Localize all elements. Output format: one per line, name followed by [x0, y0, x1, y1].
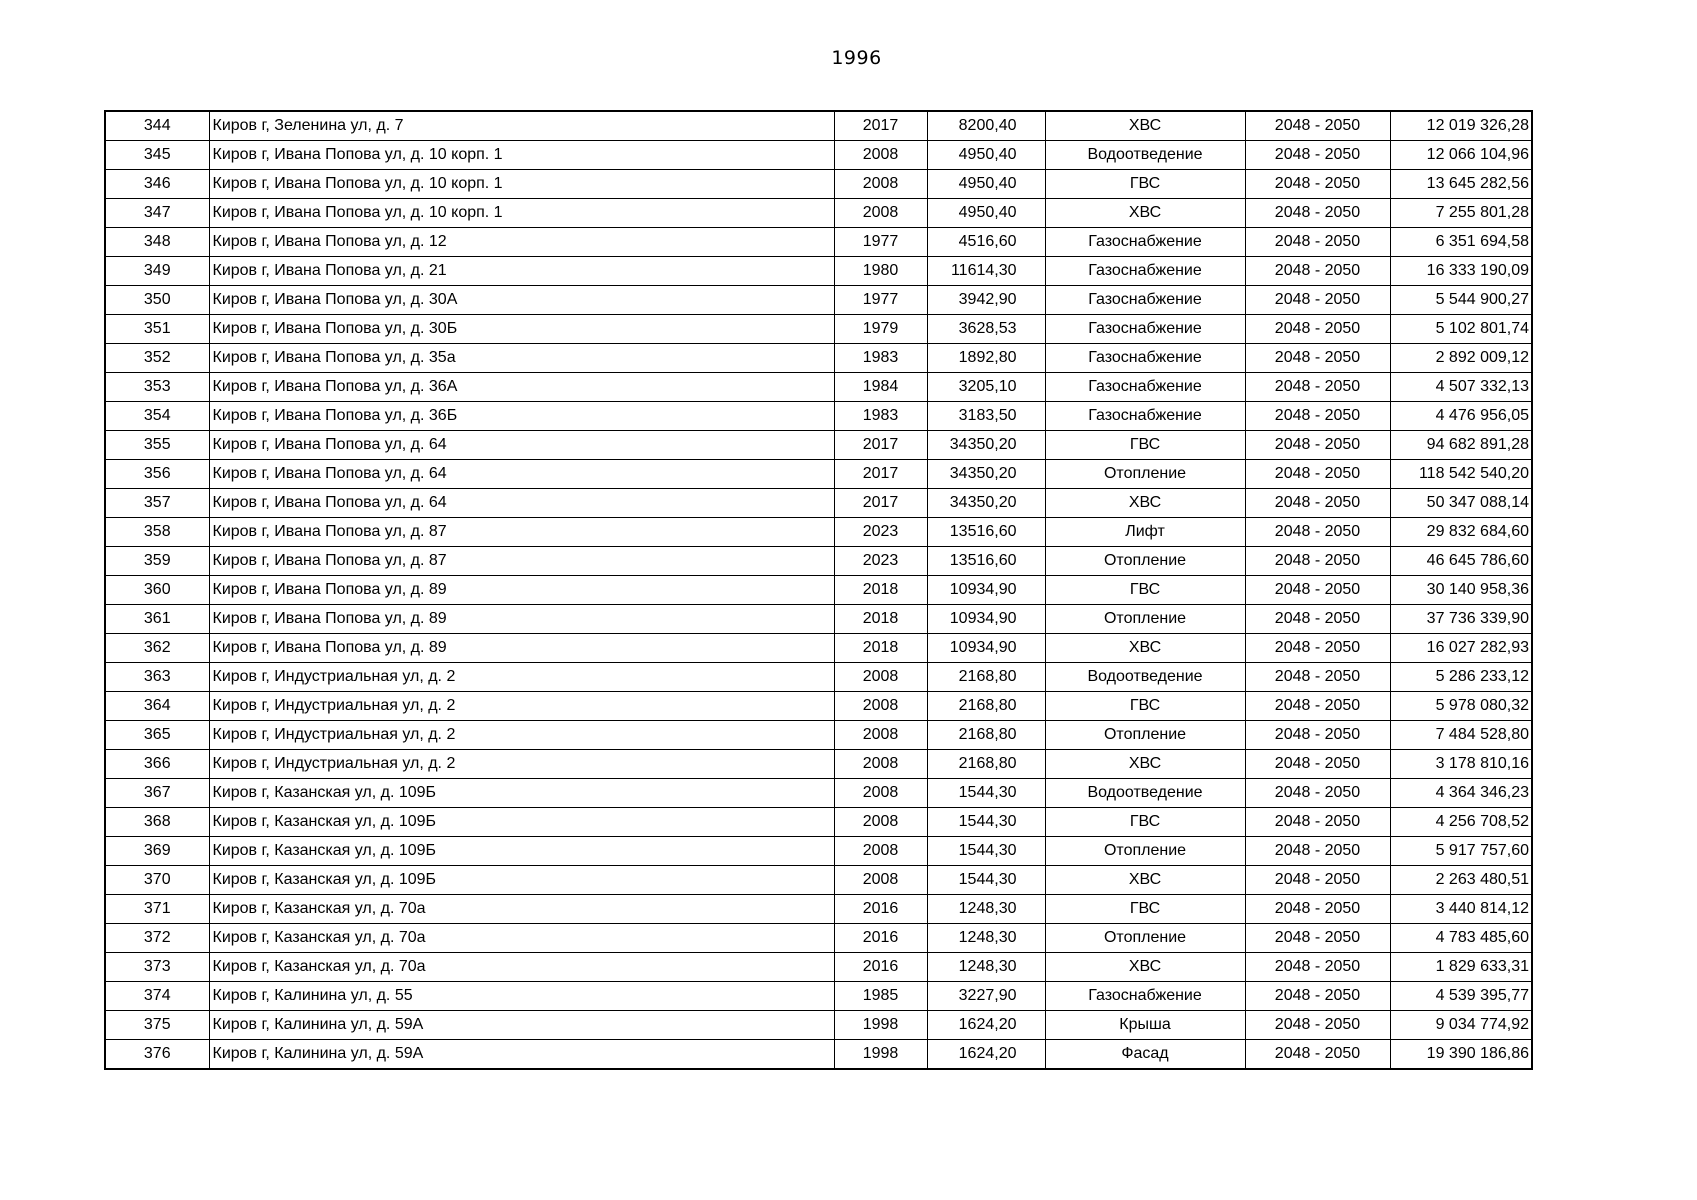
- row-number-cell: 344: [105, 111, 209, 141]
- period-cell: 2048 - 2050: [1245, 808, 1390, 837]
- address-cell: Киров г, Ивана Попова ул, д. 21: [209, 257, 834, 286]
- cost-cell: 30 140 958,36: [1390, 576, 1532, 605]
- cost-cell: 4 256 708,52: [1390, 808, 1532, 837]
- work-type-cell: ХВС: [1045, 866, 1245, 895]
- cost-cell: 12 019 326,28: [1390, 111, 1532, 141]
- year-cell: 2008: [834, 866, 927, 895]
- cost-cell: 4 783 485,60: [1390, 924, 1532, 953]
- work-type-cell: Газоснабжение: [1045, 286, 1245, 315]
- period-cell: 2048 - 2050: [1245, 431, 1390, 460]
- address-cell: Киров г, Ивана Попова ул, д. 87: [209, 518, 834, 547]
- page-number: 1996: [831, 47, 882, 69]
- period-cell: 2048 - 2050: [1245, 750, 1390, 779]
- area-cell: 1248,30: [927, 924, 1045, 953]
- address-cell: Киров г, Ивана Попова ул, д. 10 корп. 1: [209, 199, 834, 228]
- area-cell: 1624,20: [927, 1040, 1045, 1070]
- period-cell: 2048 - 2050: [1245, 837, 1390, 866]
- area-cell: 34350,20: [927, 489, 1045, 518]
- row-number-cell: 369: [105, 837, 209, 866]
- cost-cell: 4 507 332,13: [1390, 373, 1532, 402]
- work-type-cell: ХВС: [1045, 750, 1245, 779]
- table-row: [105, 982, 1532, 1011]
- row-number-cell: 365: [105, 721, 209, 750]
- period-cell: 2048 - 2050: [1245, 982, 1390, 1011]
- area-cell: 2168,80: [927, 721, 1045, 750]
- year-cell: 2017: [834, 431, 927, 460]
- table-row: [105, 431, 1532, 460]
- work-type-cell: Фасад: [1045, 1040, 1245, 1070]
- row-number-cell: 348: [105, 228, 209, 257]
- area-cell: 1248,30: [927, 953, 1045, 982]
- work-type-cell: ХВС: [1045, 489, 1245, 518]
- address-cell: Киров г, Казанская ул, д. 70а: [209, 924, 834, 953]
- work-type-cell: Лифт: [1045, 518, 1245, 547]
- table-row: [105, 518, 1532, 547]
- table-row: [105, 692, 1532, 721]
- cost-cell: 5 917 757,60: [1390, 837, 1532, 866]
- table-row: [105, 141, 1532, 170]
- period-cell: 2048 - 2050: [1245, 170, 1390, 199]
- year-cell: 2018: [834, 576, 927, 605]
- period-cell: 2048 - 2050: [1245, 315, 1390, 344]
- work-type-cell: Водоотведение: [1045, 663, 1245, 692]
- area-cell: 1624,20: [927, 1011, 1045, 1040]
- area-cell: 1544,30: [927, 808, 1045, 837]
- period-cell: 2048 - 2050: [1245, 663, 1390, 692]
- table-row: [105, 199, 1532, 228]
- work-type-cell: Газоснабжение: [1045, 402, 1245, 431]
- area-cell: 13516,60: [927, 547, 1045, 576]
- cost-cell: 7 255 801,28: [1390, 199, 1532, 228]
- address-cell: Киров г, Индустриальная ул, д. 2: [209, 750, 834, 779]
- table-row: [105, 489, 1532, 518]
- area-cell: 4950,40: [927, 141, 1045, 170]
- year-cell: 2008: [834, 663, 927, 692]
- cost-cell: 5 286 233,12: [1390, 663, 1532, 692]
- cost-cell: 13 645 282,56: [1390, 170, 1532, 199]
- row-number-cell: 368: [105, 808, 209, 837]
- work-type-cell: ГВС: [1045, 576, 1245, 605]
- area-cell: 1248,30: [927, 895, 1045, 924]
- area-cell: 4950,40: [927, 199, 1045, 228]
- address-cell: Киров г, Индустриальная ул, д. 2: [209, 692, 834, 721]
- address-cell: Киров г, Ивана Попова ул, д. 64: [209, 431, 834, 460]
- area-cell: 3183,50: [927, 402, 1045, 431]
- area-cell: 1544,30: [927, 866, 1045, 895]
- year-cell: 2008: [834, 750, 927, 779]
- work-type-cell: ХВС: [1045, 953, 1245, 982]
- period-cell: 2048 - 2050: [1245, 199, 1390, 228]
- period-cell: 2048 - 2050: [1245, 576, 1390, 605]
- period-cell: 2048 - 2050: [1245, 924, 1390, 953]
- table-row: [105, 779, 1532, 808]
- row-number-cell: 373: [105, 953, 209, 982]
- address-cell: Киров г, Ивана Попова ул, д. 35а: [209, 344, 834, 373]
- row-number-cell: 356: [105, 460, 209, 489]
- address-cell: Киров г, Казанская ул, д. 70а: [209, 895, 834, 924]
- year-cell: 2008: [834, 721, 927, 750]
- area-cell: 3942,90: [927, 286, 1045, 315]
- period-cell: 2048 - 2050: [1245, 402, 1390, 431]
- table-row: [105, 286, 1532, 315]
- table-row: [105, 605, 1532, 634]
- work-type-cell: Отопление: [1045, 547, 1245, 576]
- row-number-cell: 363: [105, 663, 209, 692]
- row-number-cell: 350: [105, 286, 209, 315]
- table-row: [105, 373, 1532, 402]
- area-cell: 10934,90: [927, 605, 1045, 634]
- address-cell: Киров г, Калинина ул, д. 55: [209, 982, 834, 1011]
- row-number-cell: 349: [105, 257, 209, 286]
- cost-cell: 5 978 080,32: [1390, 692, 1532, 721]
- year-cell: 2023: [834, 547, 927, 576]
- address-cell: Киров г, Казанская ул, д. 70а: [209, 953, 834, 982]
- year-cell: 1984: [834, 373, 927, 402]
- row-number-cell: 345: [105, 141, 209, 170]
- row-number-cell: 358: [105, 518, 209, 547]
- table-row: [105, 460, 1532, 489]
- cost-cell: 9 034 774,92: [1390, 1011, 1532, 1040]
- year-cell: 1979: [834, 315, 927, 344]
- address-cell: Киров г, Ивана Попова ул, д. 64: [209, 460, 834, 489]
- year-cell: 2017: [834, 460, 927, 489]
- row-number-cell: 366: [105, 750, 209, 779]
- area-cell: 11614,30: [927, 257, 1045, 286]
- period-cell: 2048 - 2050: [1245, 779, 1390, 808]
- table-row: [105, 895, 1532, 924]
- address-cell: Киров г, Ивана Попова ул, д. 87: [209, 547, 834, 576]
- row-number-cell: 359: [105, 547, 209, 576]
- row-number-cell: 375: [105, 1011, 209, 1040]
- period-cell: 2048 - 2050: [1245, 373, 1390, 402]
- row-number-cell: 371: [105, 895, 209, 924]
- address-cell: Киров г, Калинина ул, д. 59А: [209, 1040, 834, 1070]
- period-cell: 2048 - 2050: [1245, 1011, 1390, 1040]
- table-row: [105, 547, 1532, 576]
- row-number-cell: 354: [105, 402, 209, 431]
- area-cell: 13516,60: [927, 518, 1045, 547]
- row-number-cell: 374: [105, 982, 209, 1011]
- work-type-cell: Отопление: [1045, 605, 1245, 634]
- area-cell: 8200,40: [927, 111, 1045, 141]
- year-cell: 2017: [834, 489, 927, 518]
- row-number-cell: 364: [105, 692, 209, 721]
- year-cell: 2018: [834, 605, 927, 634]
- table-row: [105, 663, 1532, 692]
- row-number-cell: 346: [105, 170, 209, 199]
- cost-cell: 3 440 814,12: [1390, 895, 1532, 924]
- repair-schedule-table: [104, 110, 1533, 1070]
- address-cell: Киров г, Ивана Попова ул, д. 30Б: [209, 315, 834, 344]
- cost-cell: 3 178 810,16: [1390, 750, 1532, 779]
- table-row: [105, 315, 1532, 344]
- cost-cell: 7 484 528,80: [1390, 721, 1532, 750]
- work-type-cell: Отопление: [1045, 721, 1245, 750]
- address-cell: Киров г, Казанская ул, д. 109Б: [209, 779, 834, 808]
- table-row: [105, 228, 1532, 257]
- year-cell: 2008: [834, 837, 927, 866]
- address-cell: Киров г, Ивана Попова ул, д. 10 корп. 1: [209, 170, 834, 199]
- address-cell: Киров г, Казанская ул, д. 109Б: [209, 866, 834, 895]
- table-row: [105, 1011, 1532, 1040]
- address-cell: Киров г, Ивана Попова ул, д. 36Б: [209, 402, 834, 431]
- period-cell: 2048 - 2050: [1245, 895, 1390, 924]
- address-cell: Киров г, Индустриальная ул, д. 2: [209, 663, 834, 692]
- year-cell: 2016: [834, 953, 927, 982]
- cost-cell: 4 539 395,77: [1390, 982, 1532, 1011]
- table-row: [105, 750, 1532, 779]
- area-cell: 4950,40: [927, 170, 1045, 199]
- area-cell: 1544,30: [927, 779, 1045, 808]
- year-cell: 1977: [834, 228, 927, 257]
- area-cell: 4516,60: [927, 228, 1045, 257]
- table-row: [105, 808, 1532, 837]
- work-type-cell: ГВС: [1045, 431, 1245, 460]
- row-number-cell: 370: [105, 866, 209, 895]
- table-row: [105, 1040, 1532, 1070]
- year-cell: 2008: [834, 692, 927, 721]
- area-cell: 3205,10: [927, 373, 1045, 402]
- address-cell: Киров г, Казанская ул, д. 109Б: [209, 808, 834, 837]
- address-cell: Киров г, Ивана Попова ул, д. 89: [209, 605, 834, 634]
- address-cell: Киров г, Ивана Попова ул, д. 30А: [209, 286, 834, 315]
- year-cell: 2023: [834, 518, 927, 547]
- table-row: [105, 257, 1532, 286]
- address-cell: Киров г, Ивана Попова ул, д. 36А: [209, 373, 834, 402]
- year-cell: 2008: [834, 141, 927, 170]
- row-number-cell: 362: [105, 634, 209, 663]
- address-cell: Киров г, Ивана Попова ул, д. 64: [209, 489, 834, 518]
- work-type-cell: Газоснабжение: [1045, 257, 1245, 286]
- area-cell: 34350,20: [927, 460, 1045, 489]
- work-type-cell: Крыша: [1045, 1011, 1245, 1040]
- year-cell: 1983: [834, 402, 927, 431]
- year-cell: 1980: [834, 257, 927, 286]
- area-cell: 1892,80: [927, 344, 1045, 373]
- cost-cell: 46 645 786,60: [1390, 547, 1532, 576]
- area-cell: 2168,80: [927, 750, 1045, 779]
- row-number-cell: 352: [105, 344, 209, 373]
- work-type-cell: ХВС: [1045, 111, 1245, 141]
- table-row: [105, 576, 1532, 605]
- work-type-cell: Газоснабжение: [1045, 982, 1245, 1011]
- cost-cell: 5 544 900,27: [1390, 286, 1532, 315]
- row-number-cell: 353: [105, 373, 209, 402]
- cost-cell: 29 832 684,60: [1390, 518, 1532, 547]
- work-type-cell: Отопление: [1045, 460, 1245, 489]
- cost-cell: 118 542 540,20: [1390, 460, 1532, 489]
- year-cell: 2016: [834, 924, 927, 953]
- year-cell: 2008: [834, 199, 927, 228]
- period-cell: 2048 - 2050: [1245, 721, 1390, 750]
- period-cell: 2048 - 2050: [1245, 111, 1390, 141]
- period-cell: 2048 - 2050: [1245, 692, 1390, 721]
- work-type-cell: Газоснабжение: [1045, 344, 1245, 373]
- table-row: [105, 721, 1532, 750]
- table-row: [105, 837, 1532, 866]
- work-type-cell: Газоснабжение: [1045, 228, 1245, 257]
- period-cell: 2048 - 2050: [1245, 141, 1390, 170]
- cost-cell: 37 736 339,90: [1390, 605, 1532, 634]
- cost-cell: 1 829 633,31: [1390, 953, 1532, 982]
- work-type-cell: Газоснабжение: [1045, 373, 1245, 402]
- address-cell: Киров г, Казанская ул, д. 109Б: [209, 837, 834, 866]
- area-cell: 10934,90: [927, 576, 1045, 605]
- table-row: [105, 344, 1532, 373]
- period-cell: 2048 - 2050: [1245, 634, 1390, 663]
- table-row: [105, 170, 1532, 199]
- year-cell: 1985: [834, 982, 927, 1011]
- year-cell: 1998: [834, 1040, 927, 1070]
- cost-cell: 16 027 282,93: [1390, 634, 1532, 663]
- table-row: [105, 402, 1532, 431]
- row-number-cell: 376: [105, 1040, 209, 1070]
- address-cell: Киров г, Ивана Попова ул, д. 89: [209, 634, 834, 663]
- period-cell: 2048 - 2050: [1245, 489, 1390, 518]
- area-cell: 10934,90: [927, 634, 1045, 663]
- row-number-cell: 367: [105, 779, 209, 808]
- cost-cell: 4 476 956,05: [1390, 402, 1532, 431]
- cost-cell: 2 263 480,51: [1390, 866, 1532, 895]
- address-cell: Киров г, Индустриальная ул, д. 2: [209, 721, 834, 750]
- area-cell: 34350,20: [927, 431, 1045, 460]
- period-cell: 2048 - 2050: [1245, 547, 1390, 576]
- address-cell: Киров г, Ивана Попова ул, д. 10 корп. 1: [209, 141, 834, 170]
- area-cell: 2168,80: [927, 663, 1045, 692]
- cost-cell: 2 892 009,12: [1390, 344, 1532, 373]
- row-number-cell: 372: [105, 924, 209, 953]
- work-type-cell: Газоснабжение: [1045, 315, 1245, 344]
- year-cell: 2008: [834, 170, 927, 199]
- row-number-cell: 361: [105, 605, 209, 634]
- year-cell: 2017: [834, 111, 927, 141]
- cost-cell: 4 364 346,23: [1390, 779, 1532, 808]
- year-cell: 2008: [834, 779, 927, 808]
- period-cell: 2048 - 2050: [1245, 286, 1390, 315]
- period-cell: 2048 - 2050: [1245, 257, 1390, 286]
- cost-cell: 50 347 088,14: [1390, 489, 1532, 518]
- area-cell: 3628,53: [927, 315, 1045, 344]
- work-type-cell: Водоотведение: [1045, 779, 1245, 808]
- table-row: [105, 866, 1532, 895]
- period-cell: 2048 - 2050: [1245, 518, 1390, 547]
- cost-cell: 16 333 190,09: [1390, 257, 1532, 286]
- work-type-cell: Отопление: [1045, 924, 1245, 953]
- area-cell: 2168,80: [927, 692, 1045, 721]
- table-row: [105, 111, 1532, 141]
- table-row: [105, 634, 1532, 663]
- work-type-cell: ГВС: [1045, 895, 1245, 924]
- cost-cell: 6 351 694,58: [1390, 228, 1532, 257]
- year-cell: 2008: [834, 808, 927, 837]
- row-number-cell: 357: [105, 489, 209, 518]
- period-cell: 2048 - 2050: [1245, 605, 1390, 634]
- period-cell: 2048 - 2050: [1245, 460, 1390, 489]
- work-type-cell: ХВС: [1045, 199, 1245, 228]
- work-type-cell: ГВС: [1045, 170, 1245, 199]
- address-cell: Киров г, Зеленина ул, д. 7: [209, 111, 834, 141]
- period-cell: 2048 - 2050: [1245, 866, 1390, 895]
- address-cell: Киров г, Ивана Попова ул, д. 12: [209, 228, 834, 257]
- year-cell: 2016: [834, 895, 927, 924]
- work-type-cell: ХВС: [1045, 634, 1245, 663]
- table-body: [105, 111, 1532, 1069]
- table-row: [105, 953, 1532, 982]
- year-cell: 2018: [834, 634, 927, 663]
- table-row: [105, 924, 1532, 953]
- row-number-cell: 351: [105, 315, 209, 344]
- work-type-cell: ГВС: [1045, 808, 1245, 837]
- work-type-cell: Отопление: [1045, 837, 1245, 866]
- period-cell: 2048 - 2050: [1245, 953, 1390, 982]
- address-cell: Киров г, Ивана Попова ул, д. 89: [209, 576, 834, 605]
- area-cell: 1544,30: [927, 837, 1045, 866]
- work-type-cell: Водоотведение: [1045, 141, 1245, 170]
- cost-cell: 94 682 891,28: [1390, 431, 1532, 460]
- year-cell: 1998: [834, 1011, 927, 1040]
- row-number-cell: 355: [105, 431, 209, 460]
- year-cell: 1977: [834, 286, 927, 315]
- area-cell: 3227,90: [927, 982, 1045, 1011]
- period-cell: 2048 - 2050: [1245, 228, 1390, 257]
- work-type-cell: ГВС: [1045, 692, 1245, 721]
- row-number-cell: 360: [105, 576, 209, 605]
- period-cell: 2048 - 2050: [1245, 344, 1390, 373]
- address-cell: Киров г, Калинина ул, д. 59А: [209, 1011, 834, 1040]
- cost-cell: 19 390 186,86: [1390, 1040, 1532, 1070]
- period-cell: 2048 - 2050: [1245, 1040, 1390, 1070]
- year-cell: 1983: [834, 344, 927, 373]
- row-number-cell: 347: [105, 199, 209, 228]
- cost-cell: 12 066 104,96: [1390, 141, 1532, 170]
- cost-cell: 5 102 801,74: [1390, 315, 1532, 344]
